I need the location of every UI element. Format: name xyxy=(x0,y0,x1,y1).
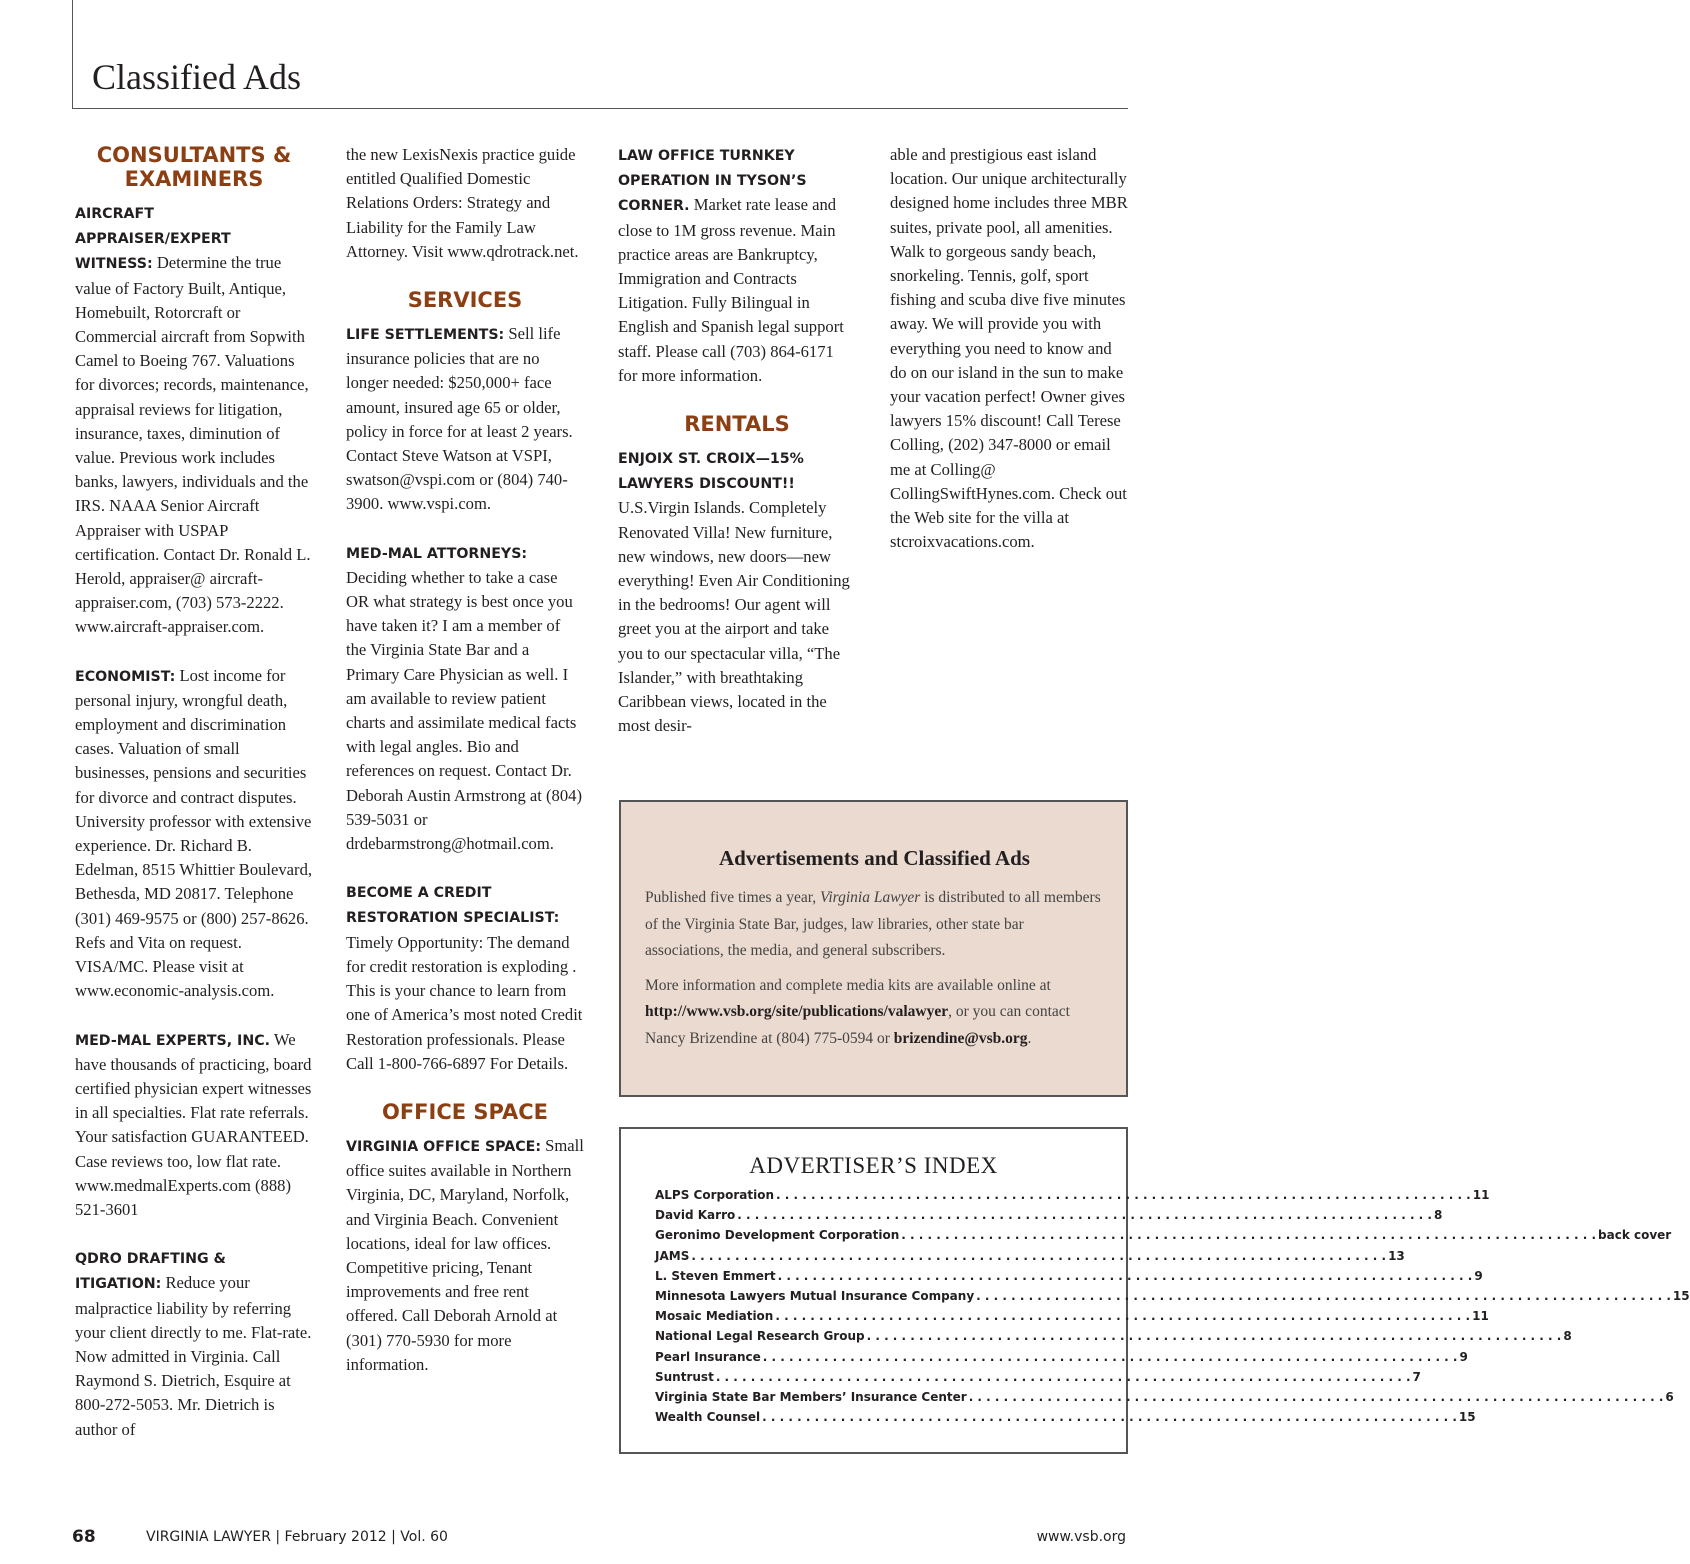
index-entry xyxy=(655,1185,1490,1205)
page-number: 68 xyxy=(72,1527,96,1547)
media-kit-link[interactable]: http://www.vsb.org/site/publications/valawyer xyxy=(645,1003,949,1020)
header-vertical-rule xyxy=(72,0,73,108)
index-entry-name: David Karro xyxy=(655,1208,736,1223)
ad-body: Reduce your malpractice liability by referring your client directly to me. Flat-rate. Now admitted in Virginia. Call Raymond S. Dietrich, Esquire at 800-272-5053. Mr. Dietrich is author of xyxy=(75,1273,312,1439)
index-entry-name: Virginia State Bar Members’ Insurance Center xyxy=(655,1390,967,1405)
ad-title: MED-MAL ATTORNEYS: xyxy=(346,545,528,562)
publication-name: Virginia Lawyer xyxy=(820,889,921,906)
index-entry xyxy=(655,1306,1489,1326)
index-entry xyxy=(655,1246,1405,1266)
index-entry xyxy=(655,1387,1674,1407)
index-entry-page: 9 xyxy=(1459,1349,1468,1364)
ad-body: Small office suites available in Northern Virginia, DC, Maryland, Norfolk, and Virginia Beach. Convenient locations, ideal for law offices. Competitive pricing, Tenant improvements and free rent offered. Call Deborah Arnold at (301) 770-5930 for more information. xyxy=(346,1135,584,1374)
ad-st-croix-continued: able and prestigious east island location. Our unique architecturally designed home includes three MBR suites, private pool, all amenities. Walk to gorgeous sandy beach, snorkeling. Tennis, golf, sport fishing and scuba dive five minutes away. We will provide you with everything you need to know and do on our island in the sun to make your vacation perfect! Owner gives lawyers 15% discount! Call Terese Colling, (202) 347-8000 or email me at Colling@ CollingSwiftHynes.com. Check out the Web site for the villa at stcroixvacations.com. xyxy=(890,145,1128,552)
index-entry-page: 11 xyxy=(1472,1188,1490,1202)
ad-body: Timely Opportunity: The demand for credit restoration is exploding . This is your chance to learn from one of America’s most noted Credit Restoration professionals. Please Call 1-800-766-6897 For Details. xyxy=(346,932,583,1073)
index-entry-page: back cover xyxy=(1598,1228,1672,1243)
category-office-space: OFFICE SPACE xyxy=(381,1099,549,1124)
ad-med-mal-experts xyxy=(75,1028,313,1223)
ad-body: Deciding whether to take a case OR what strategy is best once you have taken it? I am a member of the Virginia State Bar and a Primary Care Physician as well. I am available to review patient charts and assimilate medical facts with legal angles. Bio and references on request. Contact Dr. Deborah Austin Armstrong at (804) 539-5031 or drdebarmstrong@hotmail.com. xyxy=(346,567,582,854)
ad-qdro-drafting xyxy=(75,1246,313,1442)
index-entry xyxy=(655,1205,1443,1225)
ad-economist xyxy=(75,664,313,1004)
index-entry xyxy=(655,1225,1672,1245)
index-entry-name: L. Steven Emmert xyxy=(655,1268,776,1283)
index-entry-page: 13 xyxy=(1388,1248,1405,1263)
ad-title: AIRCRAFT APPRAISER/EXPERT WITNESS: xyxy=(75,206,231,273)
ad-title: ENJOIX ST. CROIX—15% LAWYERS DISCOUNT!! xyxy=(618,451,804,493)
index-entry-name: Pearl Insurance xyxy=(655,1349,761,1364)
index-leader-dots: . . . . . . . . . . . . . . . . . . . . . . . . . . . . . . . . . . . . . . . . . . . . . . . . . . . . . . . . . . . . . . . . . . . . . . . . . . . . . . . . xyxy=(777,1268,1473,1283)
index-entry-page: 15 xyxy=(1458,1410,1476,1425)
ad-title: QDRO DRAFTING & ITIGATION: xyxy=(75,1251,226,1293)
column-3 xyxy=(618,143,856,762)
index-entry-page: 6 xyxy=(1665,1390,1674,1405)
index-list xyxy=(655,1185,1690,1427)
info-box-title: Advertisements and Classified Ads xyxy=(719,846,1030,870)
advertisements-info-box xyxy=(619,800,1128,1097)
text: , or you can contact Nancy Brizendine at (804) 775-0594 or xyxy=(645,1003,1070,1047)
index-entry-name: Wealth Counsel xyxy=(655,1410,761,1425)
index-entry-name: ALPS Corporation xyxy=(655,1188,775,1202)
index-entry xyxy=(655,1326,1572,1346)
ad-body: Sell life insurance policies that are no longer needed: $250,000+ face amount, insured age 65 or older, policy in force for at least 2 years. Contact Steve Watson at VSPI, swatson@vspi.com or (804) 740-3900. www.vspi.com. xyxy=(346,324,573,514)
ad-life-settlements xyxy=(346,322,584,517)
index-entry-page: 7 xyxy=(1412,1369,1421,1384)
index-leader-dots: . . . . . . . . . . . . . . . . . . . . . . . . . . . . . . . . . . . . . . . . . . . . . . . . . . . . . . . . . . . . . . . . . . . . . . . . . . . . . . . . xyxy=(976,1289,1671,1304)
index-leader-dots: . . . . . . . . . . . . . . . . . . . . . . . . . . . . . . . . . . . . . . . . . . . . . . . . . . . . . . . . . . . . . . . . . . . . . . . . . . . . . . . . xyxy=(866,1329,1562,1344)
column-4 xyxy=(890,143,1128,578)
index-entry-name: National Legal Research Group xyxy=(655,1329,865,1344)
text: . xyxy=(1027,1029,1032,1047)
index-entry-name: JAMS xyxy=(655,1248,690,1263)
category-rentals: RENTALS xyxy=(684,412,790,437)
ad-aircraft-appraiser xyxy=(75,201,313,640)
ad-body: We have thousands of practicing, board certified physician expert witnesses in all specialties. Flat rate referrals. Your satisfaction GUARANTEED. Case reviews too, low flat rate. www.medmalExperts.com (888) 521-3601 xyxy=(75,1029,312,1219)
info-box-paragraph-2 xyxy=(645,973,1104,1053)
column-1 xyxy=(75,143,313,1466)
advertisers-index xyxy=(619,1127,1690,1454)
index-entry-page: 9 xyxy=(1474,1268,1483,1283)
header-horizontal-rule xyxy=(72,108,1128,109)
index-entry-page: 8 xyxy=(1563,1329,1572,1344)
index-entry xyxy=(655,1266,1483,1286)
ad-title: LIFE SETTLEMENTS: xyxy=(346,327,505,344)
index-leader-dots: . . . . . . . . . . . . . . . . . . . . . . . . . . . . . . . . . . . . . . . . . . . . . . . . . . . . . . . . . . . . . . . . . . . . . . . . . . . . . . . . xyxy=(901,1228,1597,1243)
ad-body: Lost income for personal injury, wrongful death, employment and discrimination cases. Valuation of small businesses, pensions and securities for divorce and contract disputes. University professor with extensive experience. Dr. Richard B. Edelman, 8515 Whittier Boulevard, Bethesda, MD 20817. Telephone (301) 469-9575 or (800) 257-8626. Refs and Vita on request. VISA/MC. Please visit at www.economic-analysis.com. xyxy=(75,665,313,1001)
ad-law-office-turnkey xyxy=(618,143,856,388)
category-services: SERVICES xyxy=(407,288,523,313)
index-leader-dots: . . . . . . . . . . . . . . . . . . . . . . . . . . . . . . . . . . . . . . . . . . . . . . . . . . . . . . . . . . . . . . . . . . . . . . . . . . . . . . . . xyxy=(775,1309,1471,1324)
ad-enjoix-st-croix xyxy=(618,446,856,738)
publication-info: VIRGINIA LAWYER | February 2012 | Vol. 60 xyxy=(146,1529,448,1545)
ad-body: Market rate lease and close to 1M gross revenue. Main practice areas are Bankruptcy, Immigration and Contracts Litigation. Fully Bilingual in English and Spanish legal support staff. Please call (703) 864-6171 for more information. xyxy=(618,195,844,385)
ad-body: U.S.Virgin Islands. Completely Renovated Villa! New furniture, new windows, new doors—new everything! Even Air Conditioning in the bedrooms! Our agent will greet you at the airport and take you to our spectacular villa, “The Islander,” with breathtaking Caribbean views, located in the most desir- xyxy=(618,498,850,736)
index-entry-name: Suntrust xyxy=(655,1369,714,1384)
ad-virginia-office-space xyxy=(346,1134,584,1377)
index-entry-page: 8 xyxy=(1433,1208,1443,1223)
ad-title: VIRGINIA OFFICE SPACE: xyxy=(346,1138,542,1155)
text: Published five times a year, xyxy=(645,889,821,906)
index-title: ADVERTISER’S INDEX xyxy=(749,1153,998,1178)
contact-email-link[interactable]: brizendine@vsb.org xyxy=(893,1029,1028,1047)
index-leader-dots: . . . . . . . . . . . . . . . . . . . . . . . . . . . . . . . . . . . . . . . . . . . . . . . . . . . . . . . . . . . . . . . . . . . . . . . . . . . . . . . . xyxy=(715,1369,1411,1384)
ad-title: BECOME A CREDIT RESTORATION SPECIALIST: xyxy=(346,885,560,927)
text: More information and complete media kits are available online at xyxy=(645,976,1051,994)
ad-title: ECONOMIST: xyxy=(75,668,176,685)
index-leader-dots: . . . . . . . . . . . . . . . . . . . . . . . . . . . . . . . . . . . . . . . . . . . . . . . . . . . . . . . . . . . . . . . . . . . . . . . . . . . . . . . . xyxy=(968,1390,1664,1405)
index-entry xyxy=(655,1286,1690,1306)
ad-body: Determine the true value of Factory Built, Antique, Homebuilt, Rotorcraft or Commercial aircraft from Sopwith Camel to Boeing 767. Valuations for divorces; records, maintenance, appraisal reviews for litigation, insurance, taxes, diminution of value. Previous work includes banks, lawyers, individuals and the IRS. NAAA Senior Aircraft Appraiser with USPAP certification. Contact Dr. Ronald L. Herold, appraiser@ aircraft-appraiser.com, (703) 573-2222. www.aircraft-appraiser.com. xyxy=(75,253,311,637)
column-2 xyxy=(346,143,584,1401)
index-leader-dots: . . . . . . . . . . . . . . . . . . . . . . . . . . . . . . . . . . . . . . . . . . . . . . . . . . . . . . . . . . . . . . . . . . . . . . . . . . . . . . . . xyxy=(762,1410,1457,1425)
index-leader-dots: . . . . . . . . . . . . . . . . . . . . . . . . . . . . . . . . . . . . . . . . . . . . . . . . . . . . . . . . . . . . . . . . . . . . . . . . . . . . . . . . xyxy=(776,1188,1471,1202)
ad-title: LAW OFFICE TURNKEY OPERATION IN TYSON’S CORNER. xyxy=(618,148,807,215)
index-entry-name: Geronimo Development Corporation xyxy=(655,1228,900,1243)
info-box-paragraph-1 xyxy=(645,885,1104,965)
ad-qdro-continued: the new LexisNexis practice guide entitled Qualified Domestic Relations Orders: Strategy and Liability for the Family Law Attorney. Visit www.qdrotrack.net. xyxy=(346,145,579,261)
index-entry-page: 15 xyxy=(1672,1289,1690,1304)
index-leader-dots: . . . . . . . . . . . . . . . . . . . . . . . . . . . . . . . . . . . . . . . . . . . . . . . . . . . . . . . . . . . . . . . . . . . . . . . . . . . . . . . . xyxy=(737,1208,1432,1223)
ad-title: MED-MAL EXPERTS, INC. xyxy=(75,1032,271,1049)
index-entry-page: 11 xyxy=(1472,1309,1489,1324)
index-entry xyxy=(655,1347,1468,1367)
index-entry xyxy=(655,1367,1421,1387)
text: is distributed to all members of the Virginia State Bar, judges, law libraries, other state bar associations, the media, and general subscribers. xyxy=(645,889,1101,959)
index-entry xyxy=(655,1407,1476,1427)
website[interactable]: www.vsb.org xyxy=(1036,1529,1126,1545)
category-consultants-examiners: CONSULTANTS & EXAMINERS xyxy=(96,143,292,191)
ad-credit-restoration xyxy=(346,880,584,1076)
section-title: Classified Ads xyxy=(92,57,302,97)
index-leader-dots: . . . . . . . . . . . . . . . . . . . . . . . . . . . . . . . . . . . . . . . . . . . . . . . . . . . . . . . . . . . . . . . . . . . . . . . . . . . . . . . . xyxy=(762,1349,1458,1364)
index-leader-dots: . . . . . . . . . . . . . . . . . . . . . . . . . . . . . . . . . . . . . . . . . . . . . . . . . . . . . . . . . . . . . . . . . . . . . . . . . . . . . . . . xyxy=(691,1248,1387,1263)
index-entry-name: Minnesota Lawyers Mutual Insurance Company xyxy=(655,1289,975,1304)
index-entry-name: Mosaic Mediation xyxy=(655,1309,774,1324)
ad-med-mal-attorneys xyxy=(346,541,584,857)
